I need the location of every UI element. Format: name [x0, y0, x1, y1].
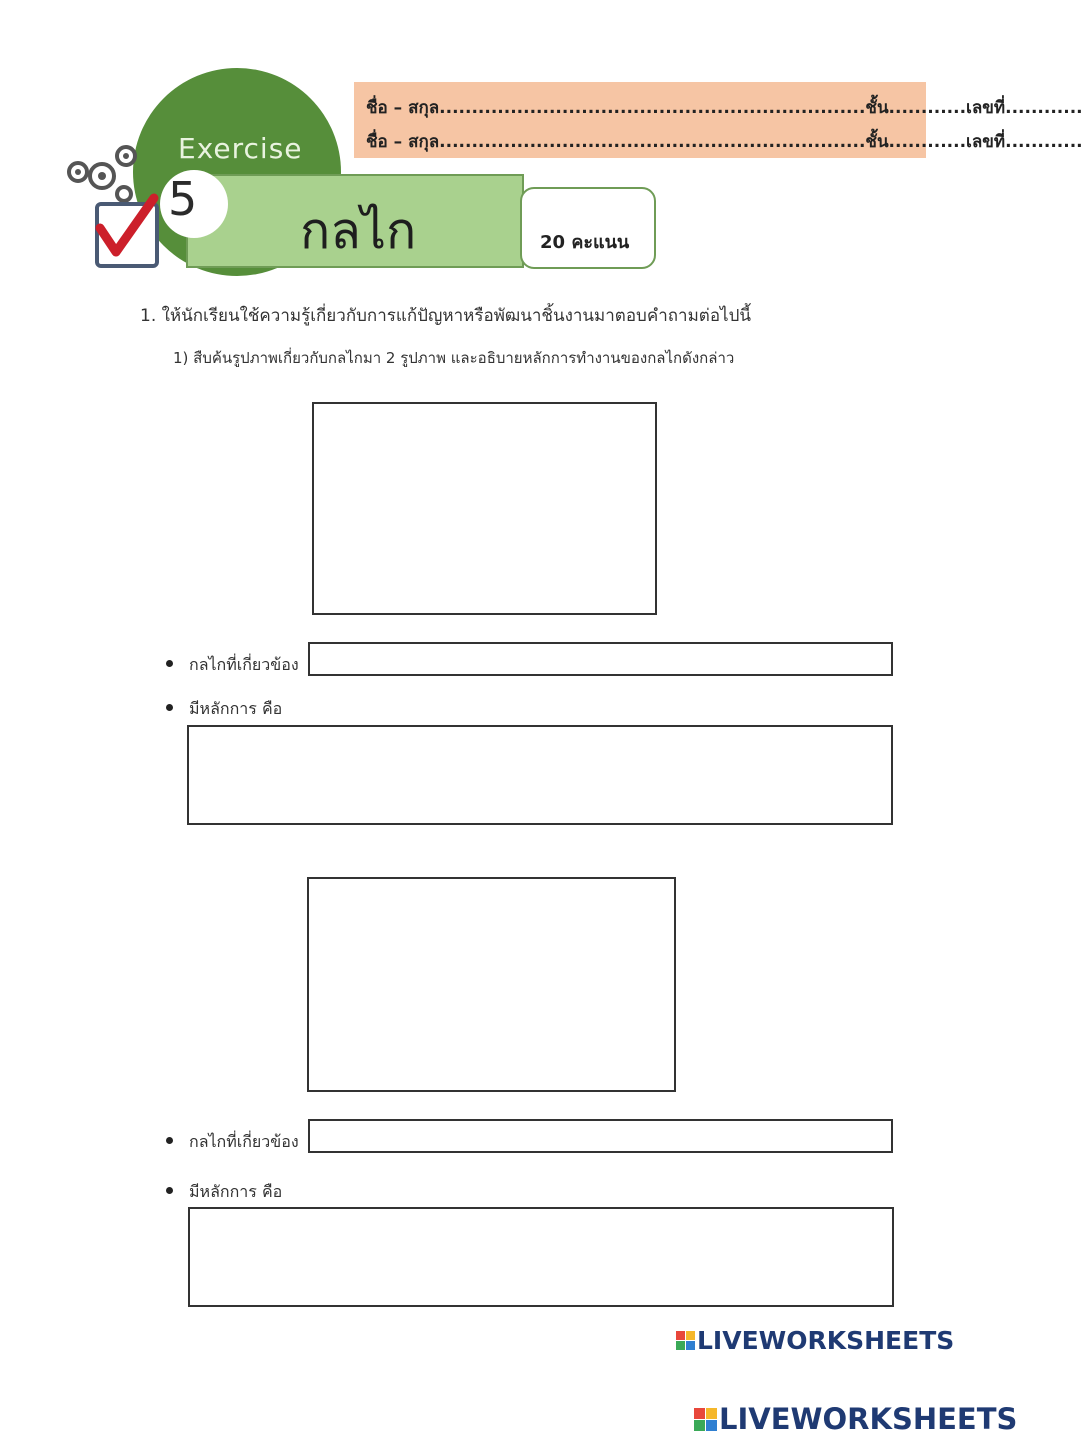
principle-label-2: มีหลักการ คือ [166, 1180, 282, 1205]
bullet-icon [166, 660, 173, 667]
mechanism-input-2[interactable] [308, 1119, 893, 1153]
exercise-number: 5 [168, 172, 198, 226]
name-line-2: ชื่อ – สกุล..................................................................ชั้น............เลขที่............ [366, 132, 1083, 152]
principle-input-2[interactable] [188, 1207, 894, 1307]
image-box-2[interactable] [307, 877, 676, 1092]
mechanism-label-1: กลไกที่เกี่ยวข้อง [166, 653, 299, 678]
exercise-label: Exercise [178, 132, 303, 165]
question-sub: 1) สืบค้นรูปภาพเกี่ยวกับกลไกมา 2 รูปภาพ และอธิบายหลักการทำงานของกลไกดังกล่าว [173, 349, 735, 367]
page-title: กลไก [300, 202, 417, 260]
principle-input-1[interactable] [187, 725, 893, 825]
liveworksheets-logo-icon [676, 1331, 695, 1350]
checkmark-icon [92, 190, 162, 260]
bullet-icon [166, 1137, 173, 1144]
liveworksheets-logo: LIVEWORKSHEETS [676, 1326, 954, 1355]
image-box-1[interactable] [312, 402, 657, 615]
name-line-1: ชื่อ – สกุล..................................................................ชั้น............เลขที่............ [366, 98, 1083, 118]
mechanism-label-2: กลไกที่เกี่ยวข้อง [166, 1130, 299, 1155]
question-main: 1. ให้นักเรียนใช้ความรู้เกี่ยวกับการแก้ปัญหาหรือพัฒนาชิ้นงานมาตอบคำถามต่อไปนี้ [140, 306, 752, 326]
liveworksheets-logo-bottom[interactable]: LIVEWORKSHEETS [694, 1402, 1017, 1436]
liveworksheets-logo-icon [694, 1408, 717, 1431]
bullet-icon [166, 704, 173, 711]
score-label: 20 คะแนน [540, 232, 630, 253]
bullet-icon [166, 1187, 173, 1194]
principle-label-1: มีหลักการ คือ [166, 697, 282, 722]
mechanism-input-1[interactable] [308, 642, 893, 676]
